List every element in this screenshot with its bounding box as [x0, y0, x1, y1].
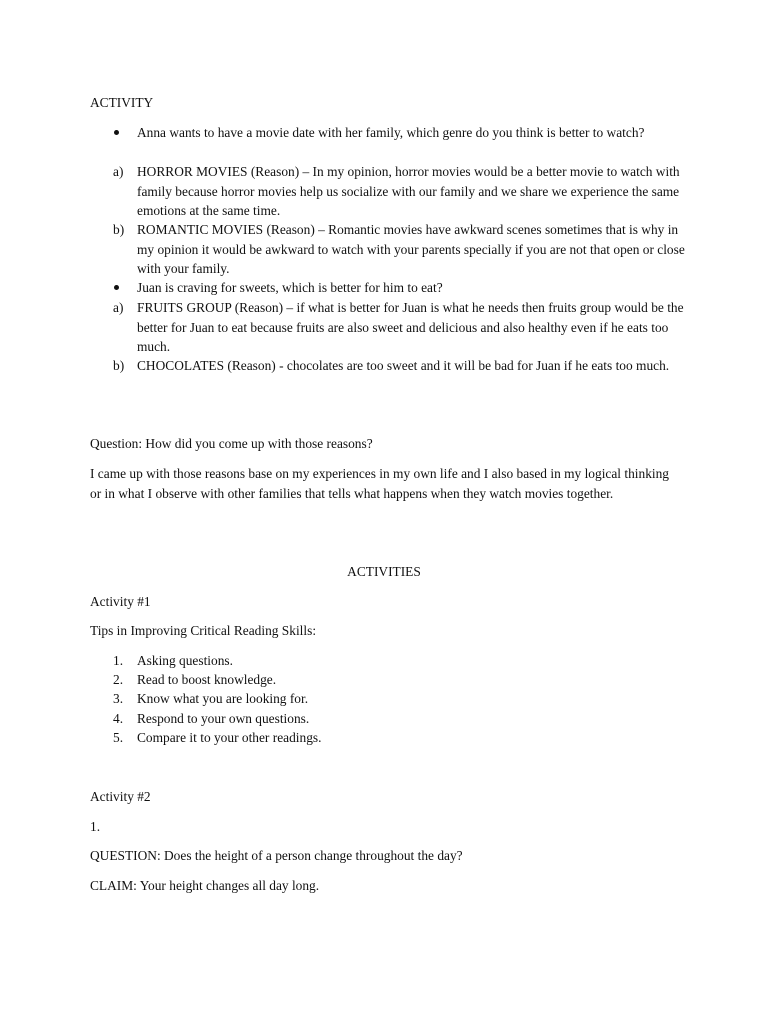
list-item: Know what you are looking for. [137, 691, 309, 706]
item-marker-b: b) [113, 222, 125, 237]
list-item-number: 1. [113, 653, 124, 668]
heading-activities: ACTIVITIES [347, 564, 421, 579]
bullet-question-2: Juan is craving for sweets, which is better for him to eat? [137, 280, 443, 295]
item-fruits-group: FRUITS GROUP (Reason) – if what is better for Juan is what he needs then fruits group would be the better for Juan to eat because fruits are also sweet and delicious and also healthy even if he eats too much. [137, 300, 684, 354]
list-item-number: 4. [113, 711, 124, 726]
activity-1-title: Activity #1 [90, 594, 151, 609]
item-horror-movies: HORROR MOVIES (Reason) – In my opinion, horror movies would be a better movie to watch with family because horror movies help us socialize with our family and we share we experience the same emotions at the same time. [137, 164, 680, 218]
list-item: Asking questions. [137, 653, 233, 668]
question-line: Question: How did you come up with those reasons? [90, 436, 373, 451]
list-item-number: 2. [113, 672, 124, 687]
list-item-number: 3. [113, 691, 124, 706]
item-chocolates: CHOCOLATES (Reason) - chocolates are too sweet and it will be bad for Juan if he eats too much. [137, 358, 670, 373]
item-marker-c: a) [113, 300, 124, 315]
list-item-number: 5. [113, 730, 124, 745]
item-marker-d: b) [113, 358, 125, 373]
list-item: Respond to your own questions. [137, 711, 310, 726]
answer-paragraph: I came up with those reasons base on my experiences in my own life and I also based in my logical thinking or in what I observe with other families that tells what happens when they watch movies together. [90, 466, 670, 501]
item-romantic-movies: ROMANTIC MOVIES (Reason) – Romantic movies have awkward scenes sometimes that is why in my opinion it would be awkward to watch with your parents specially if you are not that open or close with your family. [137, 222, 685, 276]
list-item: Compare it to your other readings. [137, 730, 322, 745]
activity-2-claim: CLAIM: Your height changes all day long. [90, 878, 320, 893]
activity-2-title: Activity #2 [90, 789, 151, 804]
bullet-question-1: Anna wants to have a movie date with her family, which genre do you think is better to watch? [137, 125, 645, 140]
heading-activity: ACTIVITY [90, 95, 154, 110]
activity-2-number: 1. [90, 819, 101, 834]
bullet-icon [114, 285, 119, 290]
list-item: Read to boost knowledge. [137, 672, 277, 687]
bullet-icon [114, 130, 119, 135]
activity-1-subtitle: Tips in Improving Critical Reading Skills: [90, 623, 317, 638]
activity-2-question: QUESTION: Does the height of a person change throughout the day? [90, 848, 463, 863]
item-marker-a: a) [113, 164, 124, 179]
